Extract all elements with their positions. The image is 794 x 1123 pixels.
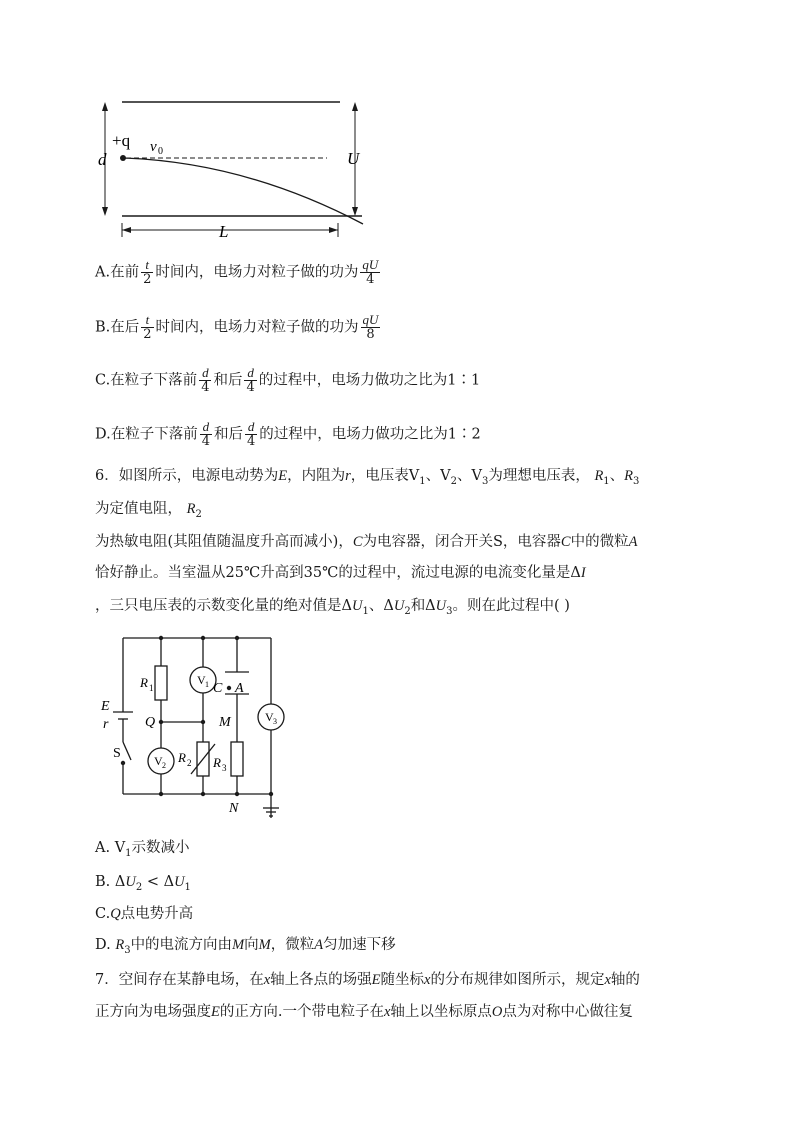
option-b: B.在后 $\frac{t}{2}$ 时间内，电场力对粒子做的功为 $\frac{qU}{8}$ bbox=[95, 312, 379, 342]
V1-label: V bbox=[197, 673, 206, 687]
V1-sub: 1 bbox=[205, 680, 209, 689]
R2-sub: 2 bbox=[187, 758, 192, 768]
velocity-label: v bbox=[150, 139, 157, 155]
option-a: A.在前 $\frac{t}{2}$ 时间内，电场力对粒子做的功为 $\frac{qU}{4}$ bbox=[95, 257, 379, 287]
R2-label: R bbox=[178, 750, 186, 765]
M-label: M bbox=[219, 715, 231, 730]
V2-label: V bbox=[154, 754, 163, 768]
option-c: C.在粒子下落前 $\frac{d}{4}$ 和后 $\frac{d}{4}$ 的过程中，电场力做功之比为1∶1 bbox=[95, 365, 481, 395]
R3-sub: 3 bbox=[222, 763, 227, 773]
q6-line-4: 恰好静止。当室温从25℃升高到35℃的过程中，流过电源的电流变化量是ΔI bbox=[95, 565, 586, 581]
R1-label: R bbox=[140, 675, 148, 690]
q7-line-1: 7．空间存在某静电场，在x轴上各点的场强E随坐标x的分布规律如图所示，规定x轴的 bbox=[95, 972, 640, 988]
V3-sub: 3 bbox=[273, 717, 277, 726]
N-label: N bbox=[229, 801, 239, 816]
voltage-label: U bbox=[347, 149, 360, 168]
charge-label: +q bbox=[112, 131, 131, 150]
circuit-r-label: r bbox=[103, 717, 109, 732]
q7-line-2: 正方向为电场强度E的正方向.一个带电粒子在x轴上以坐标原点O点为对称中心做往复 bbox=[95, 1004, 633, 1020]
circuit-diagram bbox=[95, 628, 295, 823]
R3-label: R bbox=[213, 755, 221, 770]
q6-line-1: 6．如图所示，电源电动势为E，内阻为r，电压表$V_1$、$V_2$、$V_3$为理想电压表， $R_1$、$R_3$ bbox=[95, 468, 640, 487]
deflection-figure bbox=[95, 92, 375, 242]
velocity-sub: 0 bbox=[158, 146, 163, 157]
option-d: D.在粒子下落前 $\frac{d}{4}$ 和后 $\frac{d}{4}$ 的过程中，电场力做功之比为1∶2 bbox=[95, 419, 481, 449]
circuit-S-label: S bbox=[113, 746, 121, 761]
gap-label: d bbox=[98, 150, 107, 169]
q6-option-d: D. $R_3$中的电流方向由M向M，微粒A匀加速下移 bbox=[95, 937, 396, 956]
q6-line-5: ，三只电压表的示数变化量的绝对值是$\Delta U_1$、$\Delta U_2$和$\Delta U_3$。则在此过程中( ) bbox=[95, 598, 570, 617]
q6-option-b: B. $\Delta U_2 < \Delta U_1$ bbox=[95, 874, 191, 893]
V3-label: V bbox=[265, 710, 274, 724]
q6-option-c: C.Q点电势升高 bbox=[95, 906, 194, 922]
length-label: L bbox=[219, 222, 229, 241]
V2-sub: 2 bbox=[162, 761, 166, 770]
q6-option-a: A. $V_1$示数减小 bbox=[95, 840, 190, 859]
circuit-E-label: E bbox=[101, 699, 110, 714]
q6-line-3: 为热敏电阻(其阻值随温度升高而减小)，C为电容器，闭合开关S，电容器C中的微粒A bbox=[95, 534, 638, 550]
R1-sub: 1 bbox=[149, 683, 154, 693]
A-label: A bbox=[235, 681, 244, 696]
Q-label: Q bbox=[145, 715, 156, 730]
C-label: C bbox=[213, 681, 223, 696]
q6-line-2: 为定值电阻， $R_2$ bbox=[95, 501, 202, 520]
